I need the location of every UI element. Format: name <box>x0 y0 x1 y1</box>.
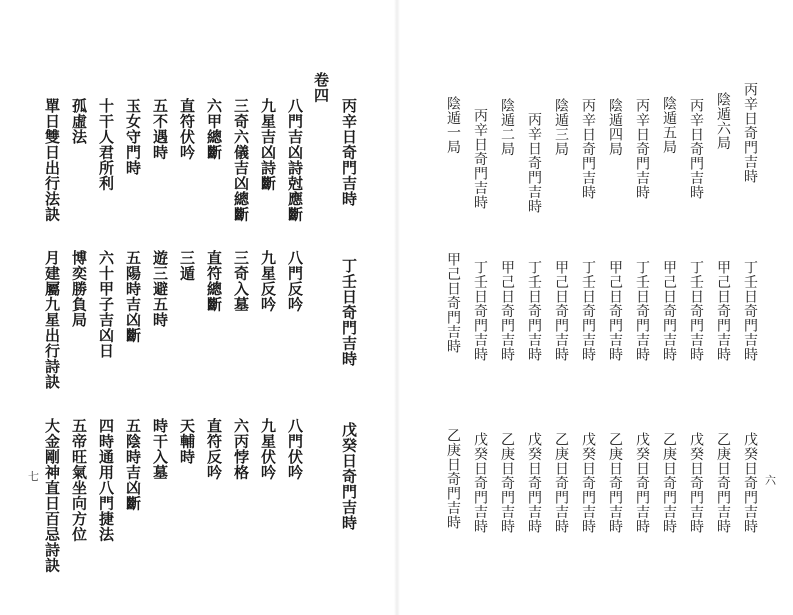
text-column: 戊癸日奇門吉時 <box>526 432 542 534</box>
text-column: 甲己日奇門吉時 <box>715 260 731 362</box>
toc-entry: 九星反吟 <box>259 250 277 312</box>
toc-entry: 五陽時吉凶斷 <box>124 250 142 343</box>
toc-entry: 四時通用八門捷法 <box>97 418 115 542</box>
text-column: 乙庚日奇門吉時 <box>607 432 623 534</box>
toc-entry: 三遁 <box>178 250 196 281</box>
toc-entry: 五帝旺氣坐向方位 <box>70 418 88 542</box>
text-column: 丁壬日奇門吉時 <box>688 260 704 362</box>
text-column: 戊癸日奇門吉時 <box>688 432 704 534</box>
text-column: 丁壬日奇門吉時 <box>526 260 542 362</box>
toc-entry: 五陰時吉凶斷 <box>124 418 142 511</box>
text-column: 乙庚日奇門吉時 <box>715 432 731 534</box>
toc-entry: 天輔時 <box>178 418 196 465</box>
toc-entry: 直符反吟 <box>205 418 223 480</box>
toc-entry: 九星伏吟 <box>259 418 277 480</box>
section-heading: 戊癸日奇門吉時 <box>340 422 358 531</box>
toc-entry: 六十甲子吉凶日 <box>97 250 115 359</box>
toc-entry: 時干入墓 <box>151 418 169 480</box>
toc-entry: 三奇六儀吉凶總斷 <box>232 98 250 222</box>
text-column: 丙辛日奇門吉時 <box>472 108 488 210</box>
text-column: 戊癸日奇門吉時 <box>580 432 596 534</box>
toc-entry: 五不遇時 <box>151 98 169 160</box>
text-column: 乙庚日奇門吉時 <box>661 432 677 534</box>
text-column: 丙辛日奇門吉時 <box>742 82 758 184</box>
section-heading: 丙辛日奇門吉時 <box>340 98 358 207</box>
toc-entry: 八門伏吟 <box>286 418 304 480</box>
toc-entry: 三奇入墓 <box>232 250 250 312</box>
text-column: 丙辛日奇門吉時 <box>580 98 596 200</box>
toc-entry: 遊三避五時 <box>151 250 169 328</box>
heading-column: 陰遁六局 <box>715 92 731 150</box>
heading-column: 陰遁二局 <box>499 98 515 156</box>
text-column: 丁壬日奇門吉時 <box>580 260 596 362</box>
toc-entry: 單日雙日出行法訣 <box>43 98 61 222</box>
text-column: 戊癸日奇門吉時 <box>742 432 758 534</box>
toc-entry: 孤虛法 <box>70 98 88 145</box>
heading-column: 陰遁四局 <box>607 98 623 156</box>
text-column: 乙庚日奇門吉時 <box>445 428 461 530</box>
toc-entry: 八門吉凶詩尅應斷 <box>286 98 304 222</box>
heading-column: 陰遁一局 <box>445 96 461 154</box>
section-heading: 丁壬日奇門吉時 <box>340 258 358 367</box>
text-column: 丁壬日奇門吉時 <box>634 260 650 362</box>
text-column: 丙辛日奇門吉時 <box>634 98 650 200</box>
toc-entry: 六甲總斷 <box>205 98 223 160</box>
volume-title: 卷四 <box>312 72 330 103</box>
heading-column: 陰遁五局 <box>661 96 677 154</box>
text-column: 乙庚日奇門吉時 <box>499 432 515 534</box>
text-column: 丙辛日奇門吉時 <box>688 98 704 200</box>
text-column: 甲己日奇門吉時 <box>607 260 623 362</box>
text-column: 戊癸日奇門吉時 <box>472 432 488 534</box>
toc-entry: 直符總斷 <box>205 250 223 312</box>
right-page <box>397 0 793 615</box>
toc-entry: 月建屬九星出行詩訣 <box>43 250 61 390</box>
heading-column: 陰遁三局 <box>553 98 569 156</box>
text-column: 甲己日奇門吉時 <box>661 260 677 362</box>
page-number: 七 <box>28 470 39 483</box>
text-column: 戊癸日奇門吉時 <box>634 432 650 534</box>
toc-entry: 十干人君所利 <box>97 98 115 191</box>
text-column: 丙辛日奇門吉時 <box>526 112 542 214</box>
toc-entry: 九星吉凶詩斷 <box>259 98 277 191</box>
left-page <box>0 0 396 615</box>
page-number: 六 <box>765 474 776 487</box>
text-column: 丁壬日奇門吉時 <box>472 260 488 362</box>
toc-entry: 六丙悖格 <box>232 418 250 480</box>
text-column: 甲己日奇門吉時 <box>499 260 515 362</box>
toc-entry: 大金剛神直日百忌詩訣 <box>43 418 61 573</box>
text-column: 甲己日奇門吉時 <box>445 252 461 354</box>
toc-entry: 博奕勝負局 <box>70 250 88 328</box>
toc-entry: 直符伏吟 <box>178 98 196 160</box>
toc-entry: 八門反吟 <box>286 250 304 312</box>
text-column: 乙庚日奇門吉時 <box>553 432 569 534</box>
text-column: 甲己日奇門吉時 <box>553 260 569 362</box>
toc-entry: 玉女守門時 <box>124 98 142 176</box>
text-column: 丁壬日奇門吉時 <box>742 260 758 362</box>
